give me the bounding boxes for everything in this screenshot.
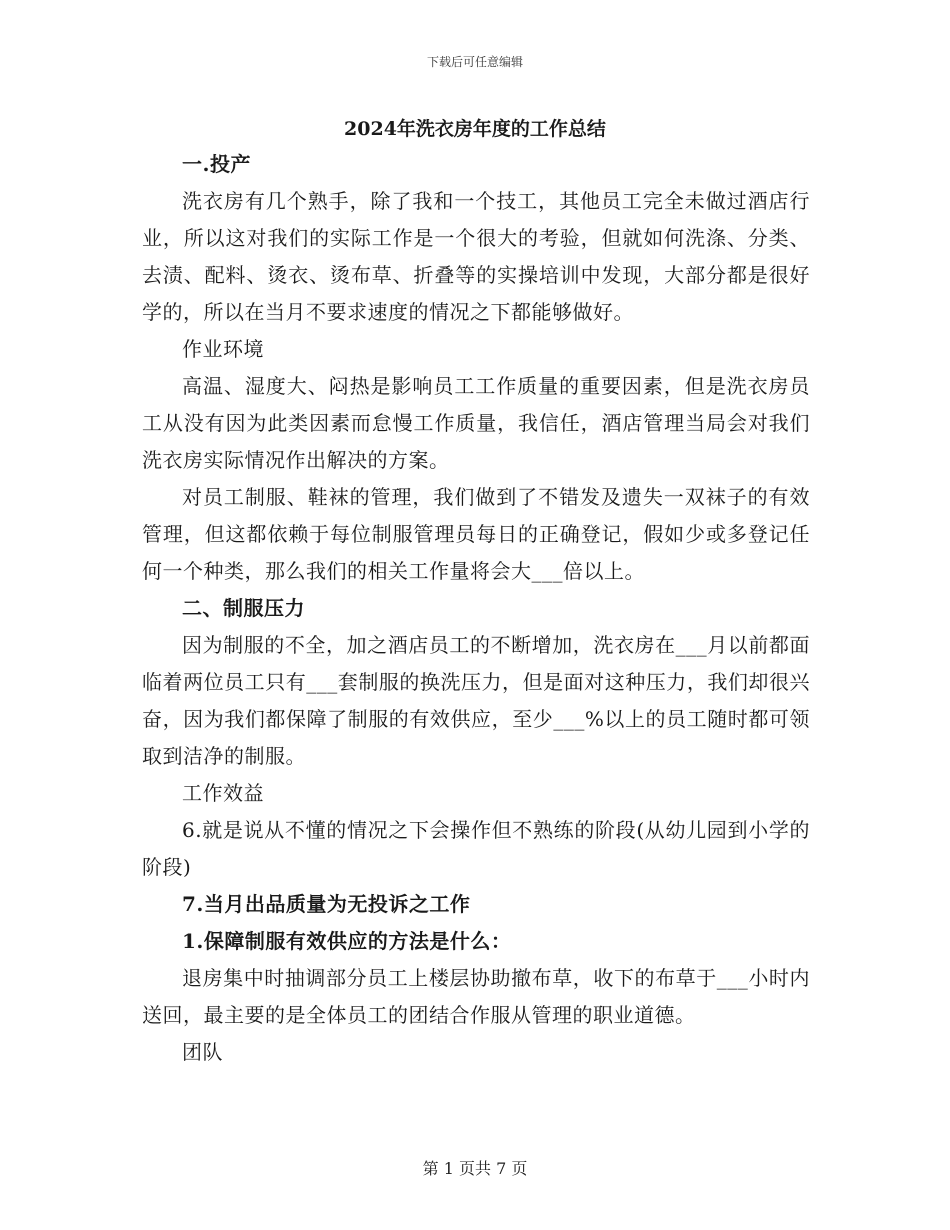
paragraph: 工作效益 <box>182 781 264 805</box>
paragraph: 高温、湿度大、闷热是影响员工工作质量的重要因素，但是洗衣房员工从没有因为此类因素而怠慢工作质量，我信任，酒店管理当局会对我们洗衣房实际情况作出解决的方案。 <box>142 374 810 472</box>
paragraph: 因为制服的不全，加之酒店员工的不断增加，洗衣房在___月以前都面临着两位员工只有___套制服的换洗压力，但是面对这种压力，我们却很兴奋，因为我们都保障了制服的有效供应，至少___%以上的员工随时都可领取到洁净的制服。 <box>142 633 810 768</box>
paragraph: 退房集中时抽调部分员工上楼层协助撤布草，收下的布草于___小时内送回，最主要的是全体员工的团结合作服从管理的职业道德。 <box>142 966 810 1027</box>
paragraph: 6.就是说从不懂的情况之下会操作但不熟练的阶段(从幼儿园到小学的阶段) <box>142 818 810 879</box>
paragraph: 7.当月出品质量为无投诉之工作 <box>182 892 471 916</box>
document-title: 2024年洗衣房年度的工作总结 <box>344 118 606 140</box>
page-number: 第 1 页共 7 页 <box>422 1159 528 1178</box>
paragraph: 洗衣房有几个熟手，除了我和一个技工，其他员工完全未做过酒店行业，所以这对我们的实际工作是一个很大的考验，但就如何洗涤、分类、去渍、配料、烫衣、烫布草、折叠等的实操培训中发现，大部分都是很好学的，所以在当月不要求速度的情况之下都能够做好。 <box>142 189 810 324</box>
paragraph: 团队 <box>182 1040 223 1064</box>
paragraph: 1.保障制服有效供应的方法是什么： <box>182 929 512 953</box>
paragraph: 二、制服压力 <box>182 596 305 620</box>
paragraph: 对员工制服、鞋袜的管理，我们做到了不错发及遗失一双袜子的有效管理，但这都依赖于每位制服管理员每日的正确登记，假如少或多登记任何一个种类，那么我们的相关工作量将会大___倍以上。 <box>142 485 810 583</box>
paragraph: 一.投产 <box>182 152 251 176</box>
header-note: 下载后可任意编辑 <box>426 55 523 69</box>
document-body <box>142 146 810 1071</box>
paragraph: 作业环境 <box>182 337 264 361</box>
